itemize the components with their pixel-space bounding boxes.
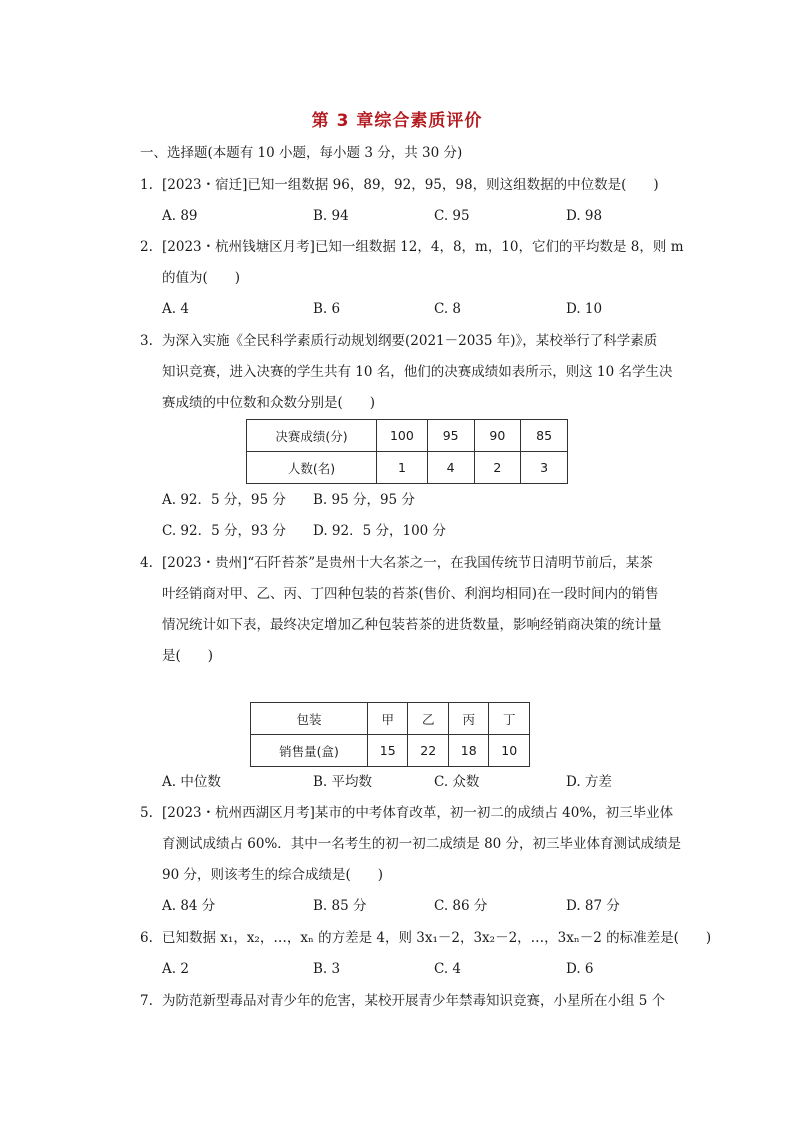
table-header-cell: 人数(名) xyxy=(247,452,377,484)
table-cell: 100 xyxy=(377,420,428,452)
table-cell: 18 xyxy=(448,735,488,767)
table-cell: 22 xyxy=(408,735,448,767)
question-6-option-d: D. 6 xyxy=(566,961,594,977)
table-cell: 甲 xyxy=(368,703,408,735)
question-4-sales-table xyxy=(250,702,530,767)
question-5-option-c: C. 86 分 xyxy=(434,898,488,914)
question-3-text-line-1: 为深入实施《全民科学素质行动规划纲要(2021－2035 年)》，某校举行了科学素质 xyxy=(162,333,658,349)
table-cell: 3 xyxy=(521,452,568,484)
table-row xyxy=(251,703,530,735)
question-5-text-line-1: [2023・杭州西湖区月考]某市的中考体育改革，初一初二的成绩占 40%，初三毕业体 xyxy=(162,805,674,821)
table-cell: 4 xyxy=(427,452,474,484)
question-1-option-d: D. 98 xyxy=(566,208,603,224)
question-1-option-c: C. 95 xyxy=(434,208,470,224)
question-4-text-line-1: [2023・贵州]“石阡苔茶”是贵州十大名茶之一，在我国传统节日清明节前后，某茶 xyxy=(162,555,653,571)
table-cell: 90 xyxy=(474,420,521,452)
question-5-option-d: D. 87 分 xyxy=(566,898,620,914)
table-cell: 1 xyxy=(377,452,428,484)
table-row xyxy=(247,452,568,484)
table-cell: 10 xyxy=(489,735,530,767)
question-7-text: 为防范新型毒品对青少年的危害，某校开展青少年禁毒知识竞赛，小星所在小组 5 个 xyxy=(162,993,666,1009)
table-header-cell: 销售量(盒) xyxy=(251,735,368,767)
question-3-score-table xyxy=(246,419,568,484)
table-cell: 丁 xyxy=(489,703,530,735)
question-3-text-line-2: 知识竞赛，进入决赛的学生共有 10 名，他们的决赛成绩如表所示，则这 10 名学生决 xyxy=(162,364,673,380)
question-4-text-line-3: 情况统计如下表，最终决定增加乙种包装苔茶的进货数量，影响经销商决策的统计量 xyxy=(162,617,662,633)
question-6-text: 已知数据 x₁，x₂，…，xₙ 的方差是 4，则 3x₁－2，3x₂－2，…，3xₙ－2 的标准差是( ) xyxy=(162,930,712,946)
question-4-number: 4. xyxy=(140,555,153,571)
section-heading: 一、选择题(本题有 10 小题，每小题 3 分，共 30 分) xyxy=(140,145,463,161)
question-6-option-b: B. 3 xyxy=(313,961,341,977)
question-3-option-b: B. 95 分，95 分 xyxy=(313,492,415,508)
question-4-text-line-4: 是( ) xyxy=(162,648,214,664)
question-4-text-line-2: 叶经销商对甲、乙、丙、丁四种包装的苔茶(售价、利润均相同)在一段时间内的销售 xyxy=(162,586,659,602)
table-row xyxy=(251,735,530,767)
question-2-option-b: B. 6 xyxy=(313,301,341,317)
table-cell: 乙 xyxy=(408,703,448,735)
question-5-option-a: A. 84 分 xyxy=(162,898,216,914)
question-3-option-c: C. 92．5 分，93 分 xyxy=(162,523,286,539)
question-3-text-line-3: 赛成绩的中位数和众数分别是( ) xyxy=(162,395,376,411)
table-cell: 95 xyxy=(427,420,474,452)
table-cell: 丙 xyxy=(448,703,488,735)
question-4-option-a: A. 中位数 xyxy=(162,774,221,790)
question-5-text-line-2: 育测试成绩占 60%．其中一名考生的初一初二成绩是 80 分，初三毕业体育测试成绩是 xyxy=(162,836,682,852)
table-header-cell: 包装 xyxy=(251,703,368,735)
question-4-option-d: D. 方差 xyxy=(566,774,612,790)
question-1-option-a: A. 89 xyxy=(162,208,198,224)
question-2-text-line-1: [2023・杭州钱塘区月考]已知一组数据 12，4，8，m，10，它们的平均数是 8，则 m xyxy=(162,239,684,255)
question-5-number: 5. xyxy=(140,805,153,821)
question-6-option-a: A. 2 xyxy=(162,961,189,977)
question-5-option-b: B. 85 分 xyxy=(313,898,367,914)
table-cell: 15 xyxy=(368,735,408,767)
question-2-number: 2. xyxy=(140,239,153,255)
question-2-text-line-2: 的值为( ) xyxy=(162,270,241,286)
question-3-option-d: D. 92．5 分，100 分 xyxy=(313,523,447,539)
question-2-option-c: C. 8 xyxy=(434,301,462,317)
question-3-option-a: A. 92．5 分，95 分 xyxy=(162,492,286,508)
question-1-option-b: B. 94 xyxy=(313,208,349,224)
question-4-option-b: B. 平均数 xyxy=(313,774,373,790)
question-1-text: [2023・宿迁]已知一组数据 96，89，92，95，98，则这组数据的中位数是( ) xyxy=(162,177,659,193)
question-3-number: 3. xyxy=(140,333,153,349)
table-row xyxy=(247,420,568,452)
question-7-number: 7. xyxy=(140,993,153,1009)
question-6-number: 6. xyxy=(140,930,153,946)
question-6-option-c: C. 4 xyxy=(434,961,462,977)
table-header-cell: 决赛成绩(分) xyxy=(247,420,377,452)
page-title: 第 3 章综合素质评价 xyxy=(311,111,483,131)
question-1-number: 1. xyxy=(140,177,153,193)
table-cell: 85 xyxy=(521,420,568,452)
question-2-option-a: A. 4 xyxy=(162,301,189,317)
table-cell: 2 xyxy=(474,452,521,484)
question-5-text-line-3: 90 分，则该考生的综合成绩是( ) xyxy=(162,867,384,883)
question-2-option-d: D. 10 xyxy=(566,301,603,317)
question-4-option-c: C. 众数 xyxy=(434,774,480,790)
